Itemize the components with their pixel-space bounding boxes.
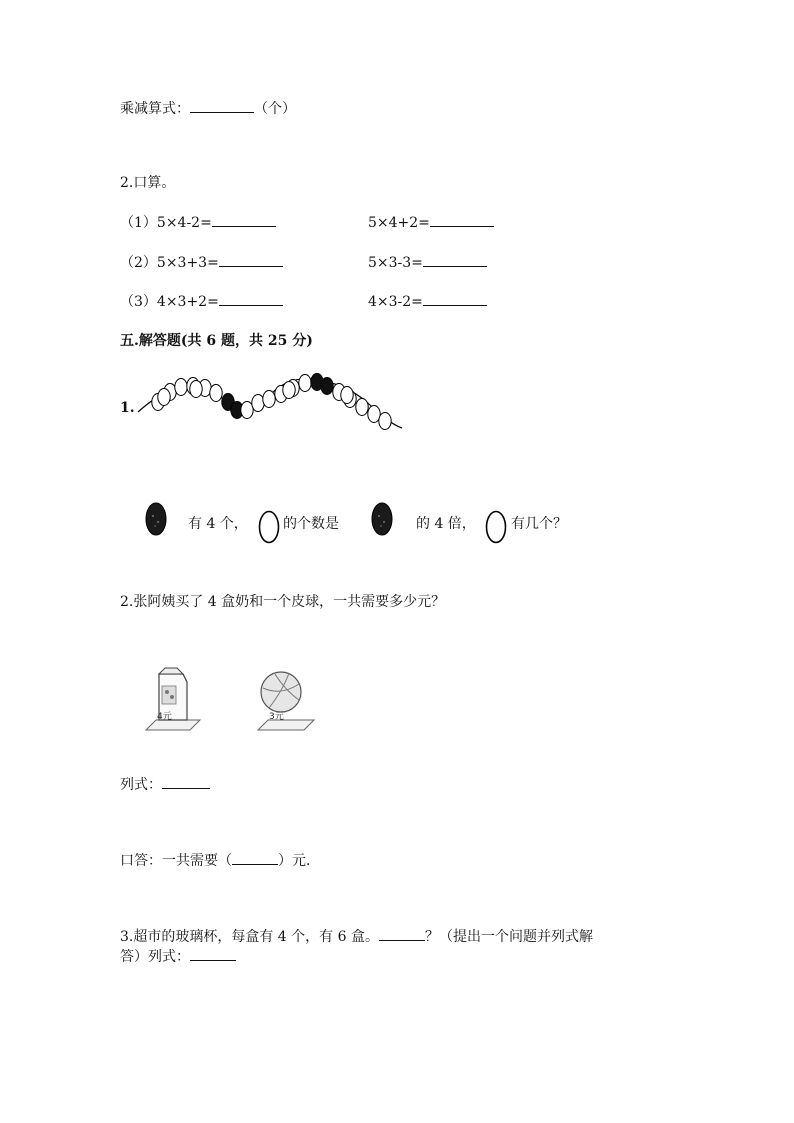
black-bead-icon — [371, 502, 393, 536]
white-bead — [241, 402, 253, 419]
white-bead — [210, 385, 222, 402]
q2-title: 2.口算。 — [120, 175, 176, 191]
q2-row2-left-expr: （2）5×3+3= — [120, 255, 219, 271]
ball-icon — [255, 668, 317, 734]
q2-row3-right-expr: 4×3-2= — [368, 294, 423, 310]
white-bead — [368, 406, 380, 423]
p2-answer-blank[interactable] — [232, 850, 278, 865]
p3-line-2 — [120, 946, 236, 967]
white-bead — [341, 387, 353, 404]
black-bead — [321, 378, 333, 395]
p2-answer-suffix: ）元. — [278, 853, 311, 869]
top-formula-unit: （个） — [254, 101, 296, 117]
p3-line-1 — [120, 926, 593, 947]
bead-string-illustration — [0, 0, 794, 460]
p1-text-1: 有 4 个， — [188, 516, 248, 532]
p2-question: 2.张阿姨买了 4 盒奶和一个皮球，一共需要多少元？ — [120, 594, 446, 610]
p3-text-b: ？（提出一个问题并列式解 — [424, 929, 593, 945]
p2-formula-line — [120, 774, 210, 795]
black-bead-icon — [145, 502, 167, 536]
p3-text-a: 3.超市的玻璃杯，每盒有 4 个，有 6 盒。 — [120, 929, 379, 945]
p3-formula-blank[interactable] — [190, 946, 236, 961]
white-bead — [263, 391, 275, 408]
p2-formula-blank[interactable] — [162, 774, 210, 789]
p1-text-2: 的个数是 — [283, 516, 339, 532]
q2-row1-left-expr: （1）5×4-2= — [120, 215, 212, 231]
white-bead — [158, 389, 170, 406]
p1-text-4: 有几个？ — [511, 516, 567, 532]
q2-row3-left-expr: （3）4×3+2= — [120, 294, 219, 310]
milk-box-icon — [143, 668, 203, 734]
white-bead — [175, 379, 187, 396]
white-bead — [379, 413, 391, 430]
p1-number: 1. — [120, 400, 135, 416]
p2-answer-line — [120, 850, 310, 871]
p1-text-3: 的 4 倍， — [416, 516, 476, 532]
p2-formula-label: 列式： — [120, 777, 162, 793]
p3-formula-label: 答）列式： — [120, 949, 190, 965]
ball-price-label: 3元 — [269, 712, 284, 722]
white-bead — [283, 382, 295, 399]
p3-question-blank[interactable] — [379, 926, 425, 941]
section5-title: 五.解答题(共 6 题，共 25 分) — [120, 333, 313, 349]
q2-row1-right-expr: 5×4+2= — [368, 215, 430, 231]
q2-row2-right-expr: 5×3-3= — [368, 255, 423, 271]
white-bead — [190, 381, 202, 398]
white-bead-icon — [485, 510, 507, 544]
white-bead — [299, 375, 311, 392]
white-bead-icon — [258, 510, 280, 544]
top-formula-label: 乘减算式： — [120, 101, 190, 117]
milk-price-label: 4元 — [157, 712, 172, 722]
p2-answer-prefix: 口答：一共需要（ — [120, 853, 232, 869]
white-bead — [356, 399, 368, 416]
white-bead — [252, 395, 264, 412]
